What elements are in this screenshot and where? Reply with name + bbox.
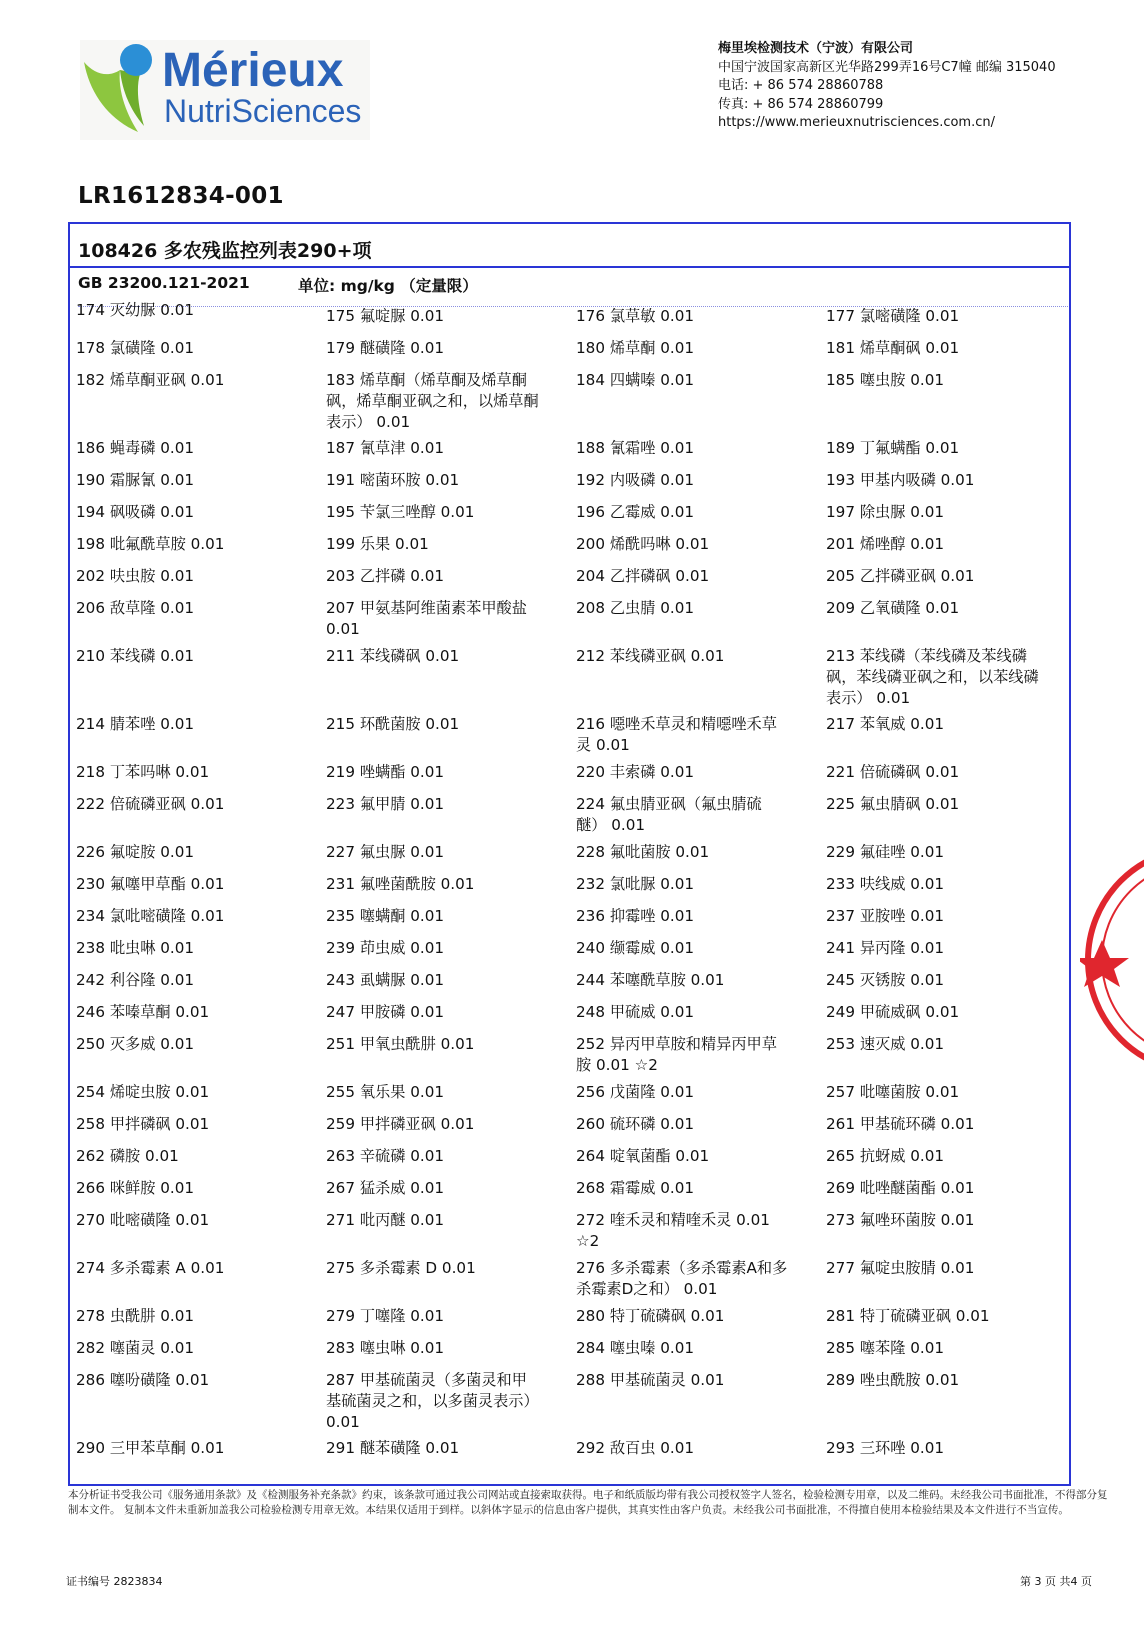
analyte-item: 239 茚虫威 0.01 (326, 939, 445, 957)
analyte-item: 209 乙氧磺隆 0.01 (826, 599, 960, 617)
analyte-item: 237 亚胺唑 0.01 (826, 907, 945, 925)
analyte-item: 292 敌百虫 0.01 (576, 1439, 695, 1457)
analyte-item: 246 苯嗪草酮 0.01 (76, 1003, 210, 1021)
analyte-item: 288 甲基硫菌灵 0.01 (576, 1371, 725, 1389)
analyte-item: 196 乙霉威 0.01 (576, 503, 695, 521)
analyte-item: 204 乙拌磷砜 0.01 (576, 567, 710, 585)
analyte-item: 225 氟虫腈砜 0.01 (826, 795, 960, 813)
analyte-item: 285 噻苯隆 0.01 (826, 1339, 945, 1357)
analyte-item: 228 氟吡菌胺 0.01 (576, 843, 710, 861)
section-title: 108426 多农残监控列表290+项 (78, 240, 372, 262)
analyte-item: 184 四螨嗪 0.01 (576, 371, 695, 389)
page-number: 第 3 页 共4 页 (1020, 1575, 1092, 1588)
analyte-item: 174 灭幼脲 0.01 (76, 301, 195, 319)
analyte-item: 175 氟啶脲 0.01 (326, 307, 445, 325)
analyte-item: 258 甲拌磷砜 0.01 (76, 1115, 210, 1133)
analyte-item: 244 苯噻酰草胺 0.01 (576, 971, 725, 989)
company-info (718, 40, 1056, 133)
analyte-item: 179 醚磺隆 0.01 (326, 339, 445, 357)
analyte-item: 270 吡嘧磺隆 0.01 (76, 1211, 210, 1229)
analyte-item: 274 多杀霉素 A 0.01 (76, 1259, 225, 1277)
standard-code: GB 23200.121-2021 (78, 274, 250, 292)
analyte-item: 257 吡噻菌胺 0.01 (826, 1083, 960, 1101)
analyte-item: 247 甲胺磷 0.01 (326, 1003, 445, 1021)
analyte-item: 195 苄氯三唑醇 0.01 (326, 503, 475, 521)
analyte-item: 286 噻吩磺隆 0.01 (76, 1371, 210, 1389)
analyte-item: 254 烯啶虫胺 0.01 (76, 1083, 210, 1101)
analyte-item: 197 除虫脲 0.01 (826, 503, 945, 521)
analyte-item: 293 三环唑 0.01 (826, 1439, 945, 1457)
analyte-item: 272 喹禾灵和精喹禾灵 0.01 ☆2 (576, 1211, 770, 1250)
analyte-item: 252 异丙甲草胺和精异丙甲草胺 0.01 ☆2 (576, 1035, 777, 1074)
analyte-item: 187 氰草津 0.01 (326, 439, 445, 457)
analyte-item: 276 多杀霉素（多杀霉素A和多杀霉素D之和） 0.01 (576, 1259, 788, 1298)
company-address: 中国宁波国家高新区光华路299弄16号C7幢 邮编 315040 (718, 59, 1056, 75)
analyte-item: 253 速灭威 0.01 (826, 1035, 945, 1053)
analyte-item: 217 苯氧威 0.01 (826, 715, 945, 733)
analyte-item: 203 乙拌磷 0.01 (326, 567, 445, 585)
analyte-item: 238 吡虫啉 0.01 (76, 939, 195, 957)
analyte-item: 212 苯线磷亚砜 0.01 (576, 647, 725, 665)
analyte-item: 177 氯嘧磺隆 0.01 (826, 307, 960, 325)
analyte-item: 262 磷胺 0.01 (76, 1147, 179, 1165)
analyte-item: 218 丁苯吗啉 0.01 (76, 763, 210, 781)
section-title-bar (68, 230, 1071, 268)
analyte-item: 190 霜脲氰 0.01 (76, 471, 195, 489)
analyte-item: 180 烯草酮 0.01 (576, 339, 695, 357)
analyte-item: 188 氰霜唑 0.01 (576, 439, 695, 457)
analyte-item: 230 氟噻甲草酯 0.01 (76, 875, 225, 893)
analyte-item: 182 烯草酮亚砜 0.01 (76, 371, 225, 389)
analyte-item: 229 氟硅唑 0.01 (826, 843, 945, 861)
analyte-item: 235 噻螨酮 0.01 (326, 907, 445, 925)
analyte-item: 202 呋虫胺 0.01 (76, 567, 195, 585)
analyte-item: 281 特丁硫磷亚砜 0.01 (826, 1307, 990, 1325)
analyte-item: 231 氟唑菌酰胺 0.01 (326, 875, 475, 893)
analyte-item: 263 辛硫磷 0.01 (326, 1147, 445, 1165)
unit-label: 单位: mg/kg （定量限） (298, 277, 478, 295)
analyte-item: 186 蝇毒磷 0.01 (76, 439, 195, 457)
analyte-item: 224 氟虫腈亚砜（氟虫腈硫醚） 0.01 (576, 795, 762, 834)
analyte-item: 178 氯磺隆 0.01 (76, 339, 195, 357)
analyte-item: 241 异丙隆 0.01 (826, 939, 945, 957)
analyte-item: 192 内吸磷 0.01 (576, 471, 695, 489)
analyte-item: 183 烯草酮（烯草酮及烯草酮砜，烯草酮亚砜之和，以烯草酮表示） 0.01 (326, 371, 539, 431)
analyte-item: 220 丰索磷 0.01 (576, 763, 695, 781)
report-number: LR1612834-001 (78, 183, 284, 209)
brand-line1: Mérieux (162, 44, 344, 97)
company-name: 梅里埃检测技术（宁波）有限公司 (718, 41, 914, 56)
analyte-item: 198 吡氟酰草胺 0.01 (76, 535, 225, 553)
analyte-item: 223 氟甲腈 0.01 (326, 795, 445, 813)
analyte-item: 207 甲氨基阿维菌素苯甲酸盐 0.01 (326, 599, 527, 638)
analyte-item: 269 吡唑醚菌酯 0.01 (826, 1179, 975, 1197)
analyte-item: 199 乐果 0.01 (326, 535, 429, 553)
analyte-item: 189 丁氟螨酯 0.01 (826, 439, 960, 457)
analyte-item: 278 虫酰肼 0.01 (76, 1307, 195, 1325)
analyte-item: 268 霜霉威 0.01 (576, 1179, 695, 1197)
analyte-item: 205 乙拌磷亚砜 0.01 (826, 567, 975, 585)
analyte-item: 287 甲基硫菌灵（多菌灵和甲基硫菌灵之和，以多菌灵表示） 0.01 (326, 1371, 539, 1431)
analyte-item: 210 苯线磷 0.01 (76, 647, 195, 665)
official-stamp (1080, 840, 1144, 1080)
analyte-item: 282 噻菌灵 0.01 (76, 1339, 195, 1357)
analyte-item: 193 甲基内吸磷 0.01 (826, 471, 975, 489)
analyte-item: 206 敌草隆 0.01 (76, 599, 195, 617)
analyte-item: 290 三甲苯草酮 0.01 (76, 1439, 225, 1457)
analyte-item: 245 灭锈胺 0.01 (826, 971, 945, 989)
analyte-item: 242 利谷隆 0.01 (76, 971, 195, 989)
brand-line2: NutriSciences (164, 93, 362, 129)
analyte-item: 234 氯吡嘧磺隆 0.01 (76, 907, 225, 925)
analyte-item: 264 啶氧菌酯 0.01 (576, 1147, 710, 1165)
analyte-item: 185 噻虫胺 0.01 (826, 371, 945, 389)
analyte-item: 181 烯草酮砜 0.01 (826, 339, 960, 357)
analyte-item: 201 烯唑醇 0.01 (826, 535, 945, 553)
analyte-item: 280 特丁硫磷砜 0.01 (576, 1307, 725, 1325)
certificate-number: 证书编号 2823834 (66, 1575, 163, 1588)
analyte-item: 240 缬霉威 0.01 (576, 939, 695, 957)
analyte-item: 200 烯酰吗啉 0.01 (576, 535, 710, 553)
analyte-item: 255 氧乐果 0.01 (326, 1083, 445, 1101)
analyte-item: 275 多杀霉素 D 0.01 (326, 1259, 476, 1277)
analyte-item: 243 虱螨脲 0.01 (326, 971, 445, 989)
analyte-item: 211 苯线磷砜 0.01 (326, 647, 460, 665)
analyte-item: 215 环酰菌胺 0.01 (326, 715, 460, 733)
merieux-logo (80, 40, 370, 140)
analyte-item: 191 嘧菌环胺 0.01 (326, 471, 460, 489)
analyte-item: 291 醚苯磺隆 0.01 (326, 1439, 460, 1457)
analyte-item: 227 氟虫脲 0.01 (326, 843, 445, 861)
analyte-item: 248 甲硫威 0.01 (576, 1003, 695, 1021)
analyte-item: 213 苯线磷（苯线磷及苯线磷砜，苯线磷亚砜之和，以苯线磷表示） 0.01 (826, 647, 1039, 707)
analyte-item: 279 丁噻隆 0.01 (326, 1307, 445, 1325)
analyte-item: 267 猛杀威 0.01 (326, 1179, 445, 1197)
analyte-item: 260 硫环磷 0.01 (576, 1115, 695, 1133)
analyte-item: 219 唑螨酯 0.01 (326, 763, 445, 781)
analyte-item: 265 抗蚜威 0.01 (826, 1147, 945, 1165)
analyte-item: 277 氟啶虫胺腈 0.01 (826, 1259, 975, 1277)
analyte-item: 256 戊菌隆 0.01 (576, 1083, 695, 1101)
company-fax: 传真: + 86 574 28860799 (718, 96, 884, 112)
analyte-item: 214 腈苯唑 0.01 (76, 715, 195, 733)
analyte-item: 232 氯吡脲 0.01 (576, 875, 695, 893)
analyte-item: 249 甲硫威砜 0.01 (826, 1003, 960, 1021)
company-website: https://www.merieuxnutrisciences.com.cn/ (718, 115, 995, 130)
analyte-item: 176 氯草敏 0.01 (576, 307, 695, 325)
analyte-item: 250 灭多威 0.01 (76, 1035, 195, 1053)
analyte-item: 251 甲氧虫酰肼 0.01 (326, 1035, 475, 1053)
analyte-item: 233 呋线威 0.01 (826, 875, 945, 893)
analyte-item: 273 氟唑环菌胺 0.01 (826, 1211, 975, 1229)
disclaimer-text: 本分析证书受我公司《服务通用条款》及《检测服务补充条款》约束，该条款可通过我公司网站或直接索取获得。电子和纸质版均带有我公司授权签字人签名，检验检测专用章，以及二维码。未经我公司书面批准，不得部分复制本文件。 复制本文件未重新加盖我公司检验检测专用章无效。本结果仅适用于到样。以斜体字显示的信息由客户提供，其真实性由客户负责。未经我公司书面批准，不得擅自使用本检验结果及本文件进行不当宣传。 (68, 1489, 1108, 1516)
analyte-item: 208 乙虫腈 0.01 (576, 599, 695, 617)
analyte-item: 236 抑霉唑 0.01 (576, 907, 695, 925)
analyte-item: 271 吡丙醚 0.01 (326, 1211, 445, 1229)
analyte-item: 221 倍硫磷砜 0.01 (826, 763, 960, 781)
company-phone: 电话: + 86 574 28860788 (718, 78, 884, 93)
analyte-item: 266 咪鲜胺 0.01 (76, 1179, 195, 1197)
analyte-item: 194 砜吸磷 0.01 (76, 503, 195, 521)
analyte-item: 259 甲拌磷亚砜 0.01 (326, 1115, 475, 1133)
analyte-item: 284 噻虫嗪 0.01 (576, 1339, 695, 1357)
analyte-item: 226 氟啶胺 0.01 (76, 843, 195, 861)
analyte-item: 222 倍硫磷亚砜 0.01 (76, 795, 225, 813)
analyte-item: 283 噻虫啉 0.01 (326, 1339, 445, 1357)
analyte-item: 289 唑虫酰胺 0.01 (826, 1371, 960, 1389)
analyte-item: 261 甲基硫环磷 0.01 (826, 1115, 975, 1133)
analyte-item: 216 噁唑禾草灵和精噁唑禾草灵 0.01 (576, 715, 777, 754)
